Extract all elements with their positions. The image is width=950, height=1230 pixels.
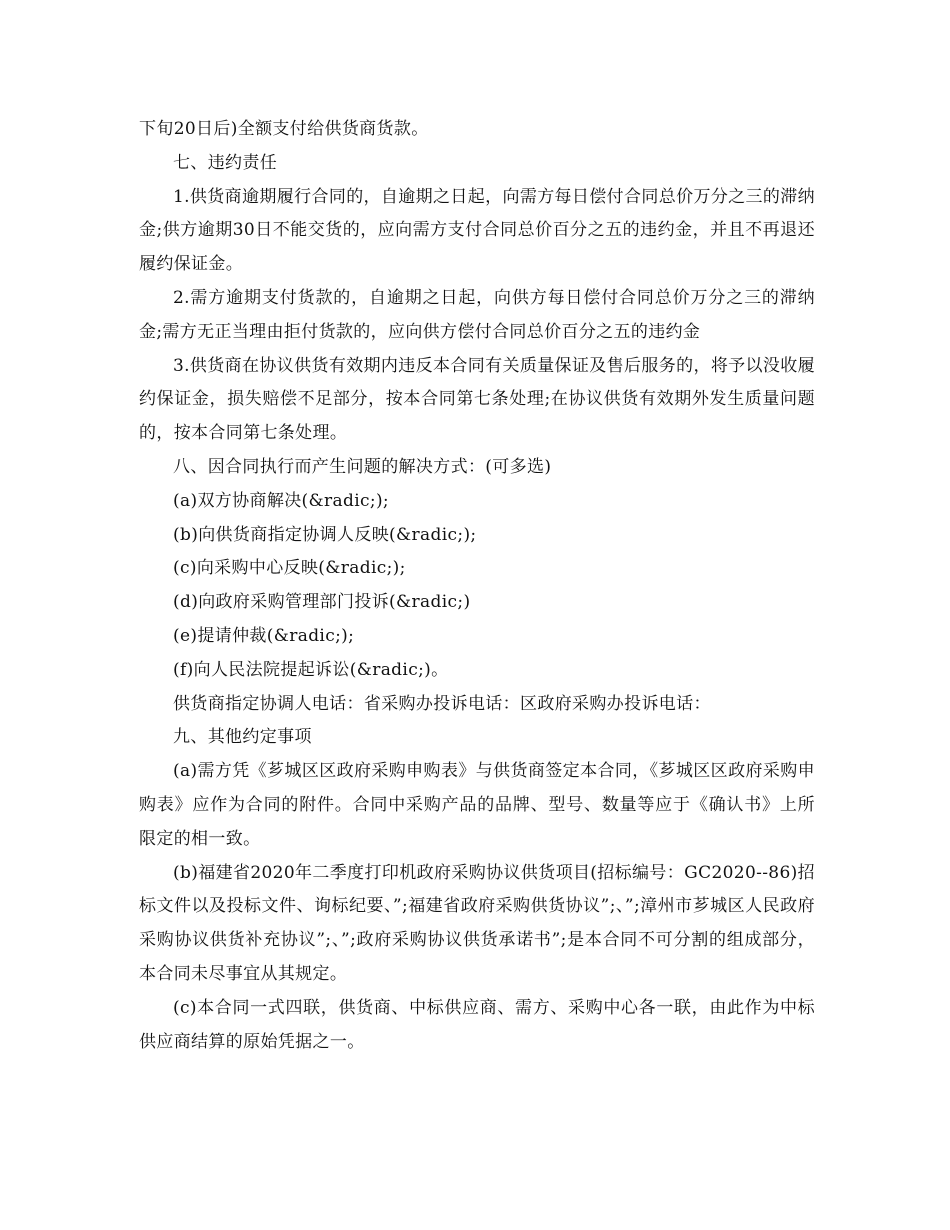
paragraph-other-a: (a)需方凭《芗城区区政府采购申购表》与供货商签定本合同，《芗城区区政府采购申购表》应作为合同的附件。合同中采购产品的品牌、型号、数量等应于《确认书》上所限定的相一致。 <box>139 761 815 849</box>
option-f: (f)向人民法院提起诉讼(&radic;)。 <box>173 659 449 680</box>
section-heading-other-terms: 九、其他约定事项 <box>173 727 312 748</box>
option-b: (b)向供货商指定协调人反映(&radic;); <box>173 524 477 545</box>
option-d: (d)向政府采购管理部门投诉(&radic;) <box>173 592 471 613</box>
paragraph-other-b: (b)福建省2020年二季度打印机政府采购协议供货项目(招标编号：GC2020--86)招标文件以及投标文件、询标纪要、”;福建省政府采购供货协议”;、”;漳州市芗城区人民政府采购协议供货补充协议”;、”;政府采购协议供货承诺书”;是本合同不可分割的组成部分，本合同未尽事宜从其规定。 <box>139 862 815 984</box>
option-e: (e)提请仲裁(&radic;); <box>173 625 355 646</box>
document-body <box>139 113 815 1059</box>
section-heading-dispute-resolution: 八、因合同执行而产生问题的解决方式：(可多选) <box>173 456 552 477</box>
paragraph-breach-3: 3.供货商在协议供货有效期内违反本合同有关质量保证及售后服务的，将予以没收履约保证金，损失赔偿不足部分，按本合同第七条处理;在协议供货有效期外发生质量问题的，按本合同第七条处理。 <box>139 355 815 444</box>
paragraph-other-c: (c)本合同一式四联，供货商、中标供应商、需方、采购中心各一联，由此作为中标供应商结算的原始凭据之一。 <box>139 997 815 1052</box>
paragraph-breach-1: 1.供货商逾期履行合同的，自逾期之日起，向需方每日偿付合同总价万分之三的滞纳金;供方逾期30日不能交货的，应向需方支付合同总价百分之五的违约金，并且不再退还履约保证金。 <box>139 186 815 275</box>
paragraph-breach-2: 2.需方逾期支付货款的，自逾期之日起，向供方每日偿付合同总价万分之三的滞纳金;需方无正当理由拒付货款的，应向供方偿付合同总价百分之五的违约金 <box>139 287 815 342</box>
option-c: (c)向采购中心反映(&radic;); <box>173 558 406 579</box>
option-a: (a)双方协商解决(&radic;); <box>173 490 390 511</box>
contact-phones-line: 供货商指定协调人电话：省采购办投诉电话：区政府采购办投诉电话： <box>173 693 711 714</box>
section-heading-breach-liability: 七、违约责任 <box>173 152 278 173</box>
paragraph-payment-end: 下旬20日后)全额支付给供货商货款。 <box>139 119 429 139</box>
